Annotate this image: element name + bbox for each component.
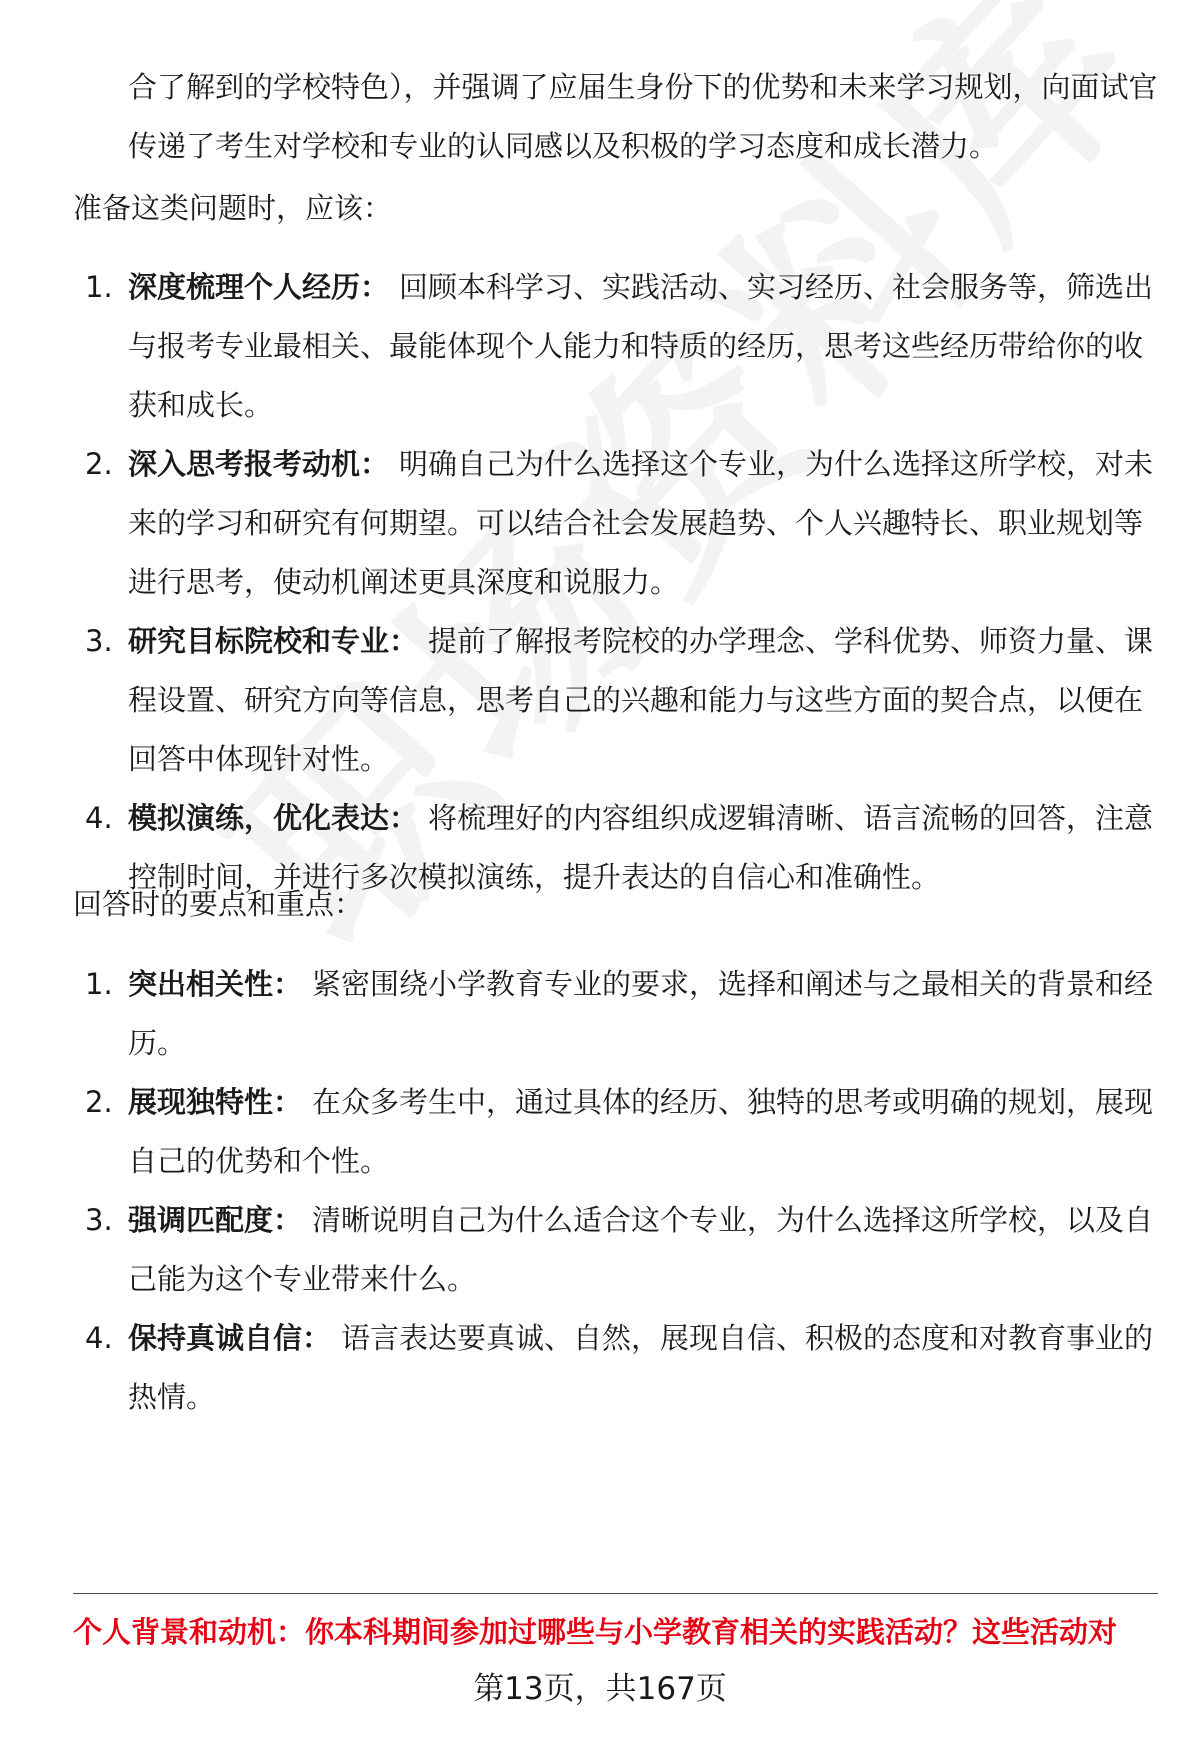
prepare-list bbox=[0, 258, 1200, 907]
item-title: 模拟演练，优化表达： bbox=[128, 801, 419, 835]
item-number: 4. bbox=[85, 1321, 113, 1355]
item-text: 明确自己为什么选择这个专业，为什么选择这所学校，对未来的学习和研究有何期望。可以结合社会发展趋势、个人兴趣特长、职业规划等进行思考，使动机阐述更具深度和说服力。 bbox=[128, 447, 1154, 599]
item-number: 4. bbox=[85, 801, 113, 835]
list-item bbox=[0, 955, 1200, 1073]
answer-heading: 回答时的要点和重点： bbox=[73, 887, 364, 921]
item-title: 展现独特性： bbox=[128, 1085, 303, 1119]
item-text: 紧密围绕小学教育专业的要求，选择和阐述与之最相关的背景和经历。 bbox=[128, 967, 1154, 1060]
continuation-paragraph: 合了解到的学校特色），并强调了应届生身份下的优势和未来学习规划，向面试官传递了考生对学校和专业的认同感以及积极的学习态度和成长潜力。 bbox=[128, 70, 1158, 163]
item-title: 保持真诚自信： bbox=[128, 1321, 332, 1355]
section-divider bbox=[73, 1593, 1158, 1594]
item-text: 清晰说明自己为什么适合这个专业，为什么选择这所学校，以及自己能为这个专业带来什么。 bbox=[128, 1203, 1154, 1296]
prepare-heading: 准备这类问题时，应该： bbox=[73, 191, 393, 225]
item-title: 突出相关性： bbox=[128, 967, 303, 1001]
item-title: 研究目标院校和专业： bbox=[128, 624, 419, 658]
item-number: 1. bbox=[85, 270, 113, 304]
list-item bbox=[0, 435, 1200, 612]
item-number: 2. bbox=[85, 1085, 113, 1119]
item-number: 3. bbox=[85, 624, 113, 658]
item-title: 深度梳理个人经历： bbox=[128, 270, 390, 304]
item-text: 语言表达要真诚、自然，展现自信、积极的态度和对教育事业的热情。 bbox=[128, 1321, 1154, 1414]
item-number: 3. bbox=[85, 1203, 113, 1237]
item-title: 深入思考报考动机： bbox=[128, 447, 390, 481]
page-number: 第13页，共167页 bbox=[473, 1671, 727, 1707]
item-number: 2. bbox=[85, 447, 113, 481]
list-item bbox=[0, 1073, 1200, 1191]
item-text: 在众多考生中，通过具体的经历、独特的思考或明确的规划，展现自己的优势和个性。 bbox=[128, 1085, 1154, 1178]
list-item bbox=[0, 258, 1200, 435]
list-item bbox=[0, 1191, 1200, 1309]
item-title: 强调匹配度： bbox=[128, 1203, 303, 1237]
item-text: 将梳理好的内容组织成逻辑清晰、语言流畅的回答，注意控制时间，并进行多次模拟演练，提升表达的自信心和准确性。 bbox=[128, 801, 1154, 894]
item-number: 1. bbox=[85, 967, 113, 1001]
next-question-heading: 个人背景和动机：你本科期间参加过哪些与小学教育相关的实践活动？这些活动对 bbox=[73, 1615, 1118, 1649]
item-text: 回顾本科学习、实践活动、实习经历、社会服务等，筛选出与报考专业最相关、最能体现个人能力和特质的经历，思考这些经历带给你的收获和成长。 bbox=[128, 270, 1154, 422]
item-text: 提前了解报考院校的办学理念、学科优势、师资力量、课程设置、研究方向等信息，思考自己的兴趣和能力与这些方面的契合点，以便在回答中体现针对性。 bbox=[128, 624, 1154, 776]
answer-list bbox=[0, 955, 1200, 1427]
list-item bbox=[0, 1309, 1200, 1427]
list-item bbox=[0, 612, 1200, 789]
